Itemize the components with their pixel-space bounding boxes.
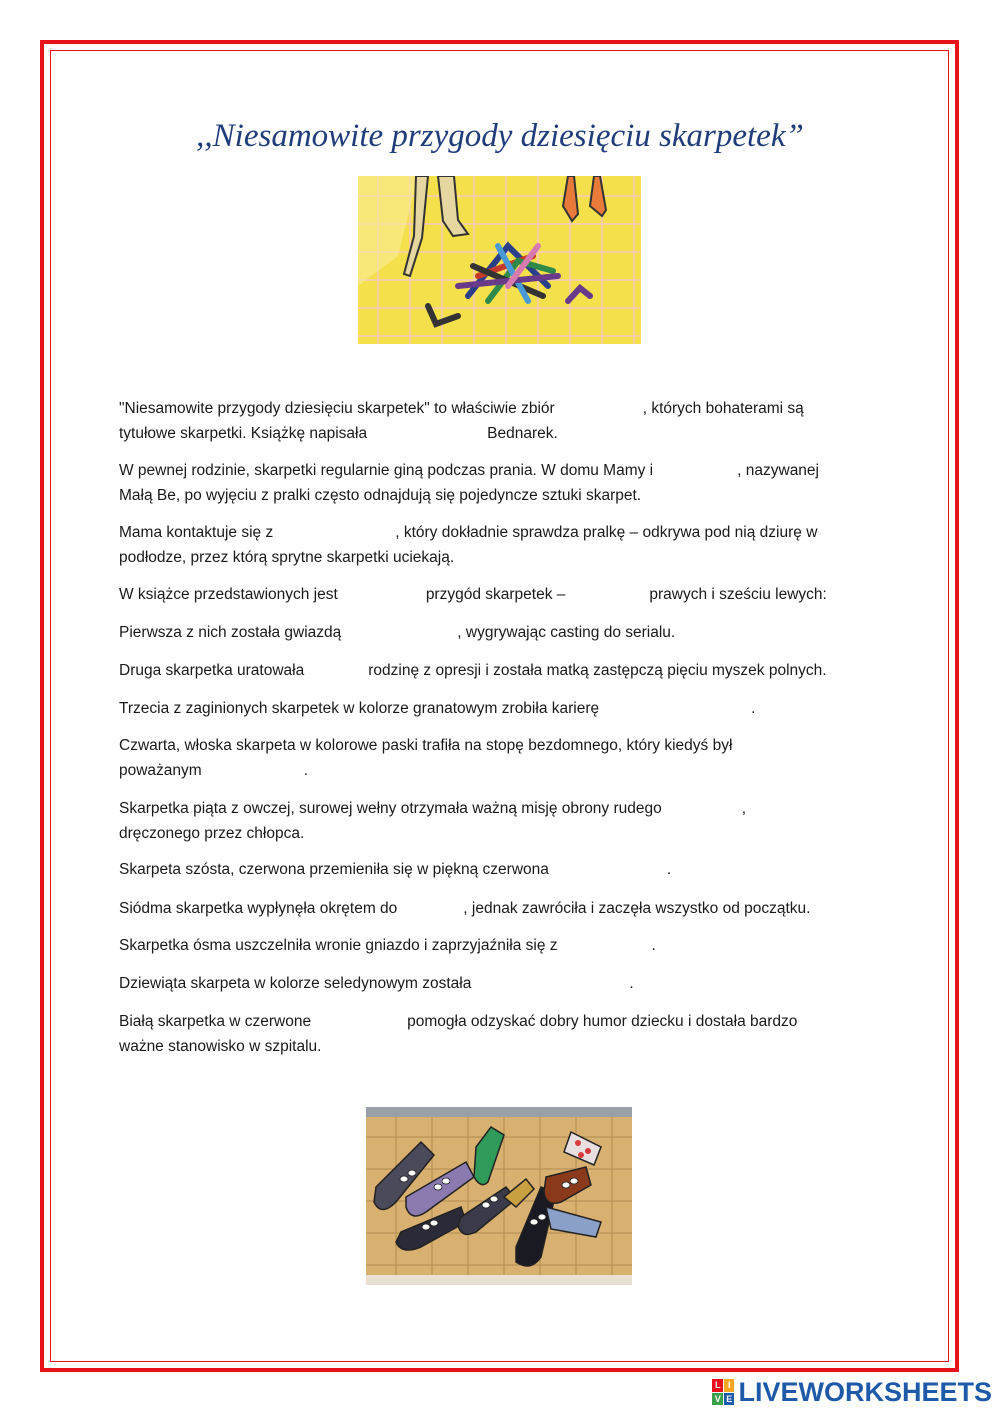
- paragraph-5: [119, 620, 889, 645]
- paragraph-13: [119, 971, 889, 996]
- text-segment: poważanym: [119, 762, 202, 779]
- text-segment: dręczonego przez chłopca.: [119, 825, 305, 842]
- text-segment: przygód skarpetek –: [425, 586, 566, 603]
- paragraph-8: [119, 733, 889, 783]
- text-segment: , nazywanej: [737, 462, 819, 479]
- logo-badge-letter: E: [724, 1393, 735, 1406]
- logo-text: LIVEWORKSHEETS: [738, 1376, 992, 1407]
- text-segment: rodzinę z opresji i została matką zastępczą pięciu myszek polnych.: [368, 662, 827, 679]
- socks-pile-illustration: [358, 176, 641, 344]
- logo-badge-letter: L: [712, 1379, 723, 1392]
- paragraph-10: [119, 857, 889, 882]
- paragraph-9: [119, 796, 889, 846]
- text-segment: W książce przedstawionych jest: [119, 586, 338, 603]
- text-segment: .: [629, 975, 634, 992]
- paragraph-11: [119, 896, 889, 921]
- paragraph-7: [119, 696, 889, 721]
- text-segment: Małą Be, po wyjęciu z pralki często odnajdują się pojedyncze sztuki skarpet.: [119, 487, 642, 504]
- worksheet-title: ,,Niesamowite przygody dziesięciu skarpetek”: [196, 118, 804, 154]
- text-segment: .: [751, 700, 756, 717]
- paragraph-4: [119, 582, 889, 607]
- text-segment: ważne stanowisko w szpitalu.: [119, 1038, 322, 1055]
- text-segment: Skarpetka piąta z owczej, surowej wełny otrzymała ważną misję obrony rudego: [119, 800, 662, 817]
- text-segment: , jednak zawróciła i zaczęła wszystko od początku.: [463, 900, 811, 917]
- book-socks-illustration: [366, 1107, 632, 1285]
- text-segment: , wygrywając casting do serialu.: [457, 624, 676, 641]
- text-segment: Mama kontaktuje się z: [119, 524, 274, 541]
- text-segment: .: [303, 762, 309, 779]
- paragraph-3: [119, 520, 889, 570]
- text-segment: Skarpetka ósma uszczelniła wronie gniazdo i zaprzyjaźniła się z: [119, 937, 558, 954]
- text-segment: Pierwsza z nich została gwiazdą: [119, 624, 342, 641]
- text-segment: .: [651, 937, 656, 954]
- text-segment: podłodze, przez którą sprytne skarpetki uciekają.: [119, 549, 455, 566]
- logo-badge-icon: [712, 1379, 734, 1405]
- paragraph-12: [119, 933, 889, 958]
- logo-badge-letter: I: [724, 1379, 735, 1392]
- text-segment: W pewnej rodzinie, skarpetki regularnie giną podczas prania. W domu Mamy i: [119, 462, 654, 479]
- text-segment: Skarpeta szósta, czerwona przemieniła się w piękną czerwona: [119, 861, 549, 878]
- liveworksheets-logo: [712, 1375, 992, 1409]
- text-segment: Dziewiąta skarpeta w kolorze seledynowym została: [119, 975, 472, 992]
- text-segment: Białą skarpetka w czerwone: [119, 1013, 312, 1030]
- text-segment: , który dokładnie sprawdza pralkę – odkrywa pod nią dziurę w: [395, 524, 818, 541]
- paragraph-6: [119, 658, 889, 683]
- text-segment: Trzecia z zaginionych skarpetek w kolorze granatowym zrobiła karierę: [119, 700, 600, 717]
- text-segment: , których bohaterami są: [642, 400, 804, 417]
- logo-badge-letter: V: [712, 1393, 723, 1406]
- text-segment: .: [666, 861, 672, 878]
- text-segment: ,: [741, 800, 747, 817]
- text-segment: "Niesamowite przygody dziesięciu skarpetek" to właściwie zbiór: [119, 400, 555, 417]
- text-segment: Bednarek.: [487, 425, 558, 442]
- text-segment: Druga skarpetka uratowała: [119, 662, 305, 679]
- paragraph-1: [119, 396, 889, 446]
- text-segment: tytułowe skarpetki. Książkę napisała: [119, 425, 368, 442]
- text-segment: Siódma skarpetka wypłynęła okrętem do: [119, 900, 398, 917]
- paragraph-2: [119, 458, 889, 508]
- text-segment: pomogła odzyskać dobry humor dziecku i dostała bardzo: [407, 1013, 798, 1030]
- paragraph-14: [119, 1009, 889, 1059]
- text-segment: Czwarta, włoska skarpeta w kolorowe paski trafiła na stopę bezdomnego, który kiedyś był: [119, 737, 733, 754]
- text-segment: prawych i sześciu lewych:: [649, 586, 827, 603]
